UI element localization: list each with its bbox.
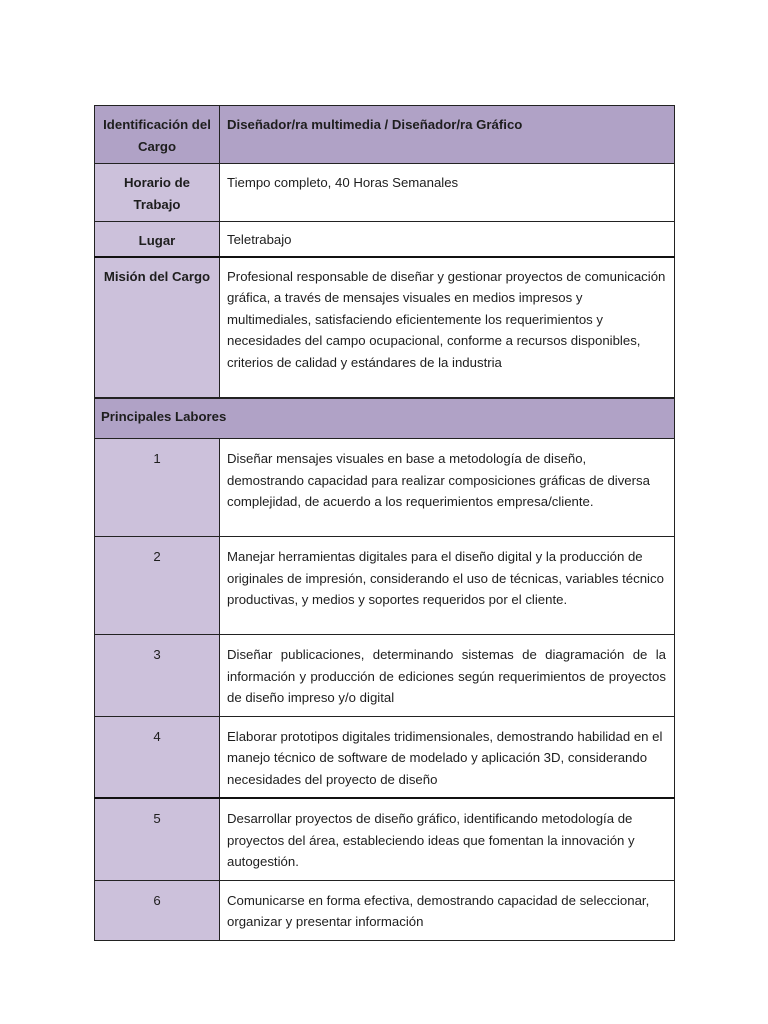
row-horario xyxy=(95,164,675,222)
task-text: Manejar herramientas digitales para el diseño digital y la producción de originales de impresión, considerando el uso de técnicas, variables técnico productivas, y medios y soportes requeridos por el cliente. xyxy=(220,537,675,635)
row-identificacion xyxy=(95,106,675,164)
task-row xyxy=(95,880,675,940)
job-description-table xyxy=(94,105,675,941)
task-row xyxy=(95,635,675,717)
section-principales-labores xyxy=(95,398,675,439)
section-title: Principales Labores xyxy=(95,398,675,439)
task-text: Comunicarse en forma efectiva, demostrando capacidad de seleccionar, organizar y presentar información xyxy=(220,880,675,940)
task-text: Diseñar mensajes visuales en base a metodología de diseño, demostrando capacidad para realizar composiciones gráficas de diversa complejidad, de acuerdo a los requerimientos empresa/cliente. xyxy=(220,439,675,537)
label-horario: Horario de Trabajo xyxy=(95,164,220,222)
value-mision: Profesional responsable de diseñar y gestionar proyectos de comunicación gráfica, a través de mensajes visuales en medios impresos y multimediales, satisfaciendo eficientemente los requerimientos y necesidades del campo ocupacional, conforme a recursos disponibles, criterios de calidad y estándares de la industria xyxy=(220,257,675,398)
task-row xyxy=(95,798,675,880)
task-row xyxy=(95,716,675,798)
row-lugar xyxy=(95,222,675,257)
label-identificacion: Identificación del Cargo xyxy=(95,106,220,164)
row-mision xyxy=(95,257,675,398)
task-text: Elaborar prototipos digitales tridimensionales, demostrando habilidad en el manejo técnico de software de modelado y aplicación 3D, considerando necesidades del proyecto de diseño xyxy=(220,716,675,798)
value-job-title: Diseñador/ra multimedia / Diseñador/ra Gráfico xyxy=(220,106,675,164)
task-number: 3 xyxy=(95,635,220,717)
task-row xyxy=(95,439,675,537)
task-number: 1 xyxy=(95,439,220,537)
label-mision: Misión del Cargo xyxy=(95,257,220,398)
value-horario: Tiempo completo, 40 Horas Semanales xyxy=(220,164,675,222)
task-text: Diseñar publicaciones, determinando sistemas de diagramación de la información y producción de ediciones según requerimientos de proyectos de diseño impreso y/o digital xyxy=(220,635,675,717)
task-number: 2 xyxy=(95,537,220,635)
task-number: 6 xyxy=(95,880,220,940)
value-lugar: Teletrabajo xyxy=(220,222,675,257)
label-lugar: Lugar xyxy=(95,222,220,257)
task-number: 4 xyxy=(95,716,220,798)
task-number: 5 xyxy=(95,798,220,880)
task-row xyxy=(95,537,675,635)
task-text: Desarrollar proyectos de diseño gráfico, identificando metodología de proyectos del área, estableciendo ideas que fomentan la innovación y autogestión. xyxy=(220,798,675,880)
